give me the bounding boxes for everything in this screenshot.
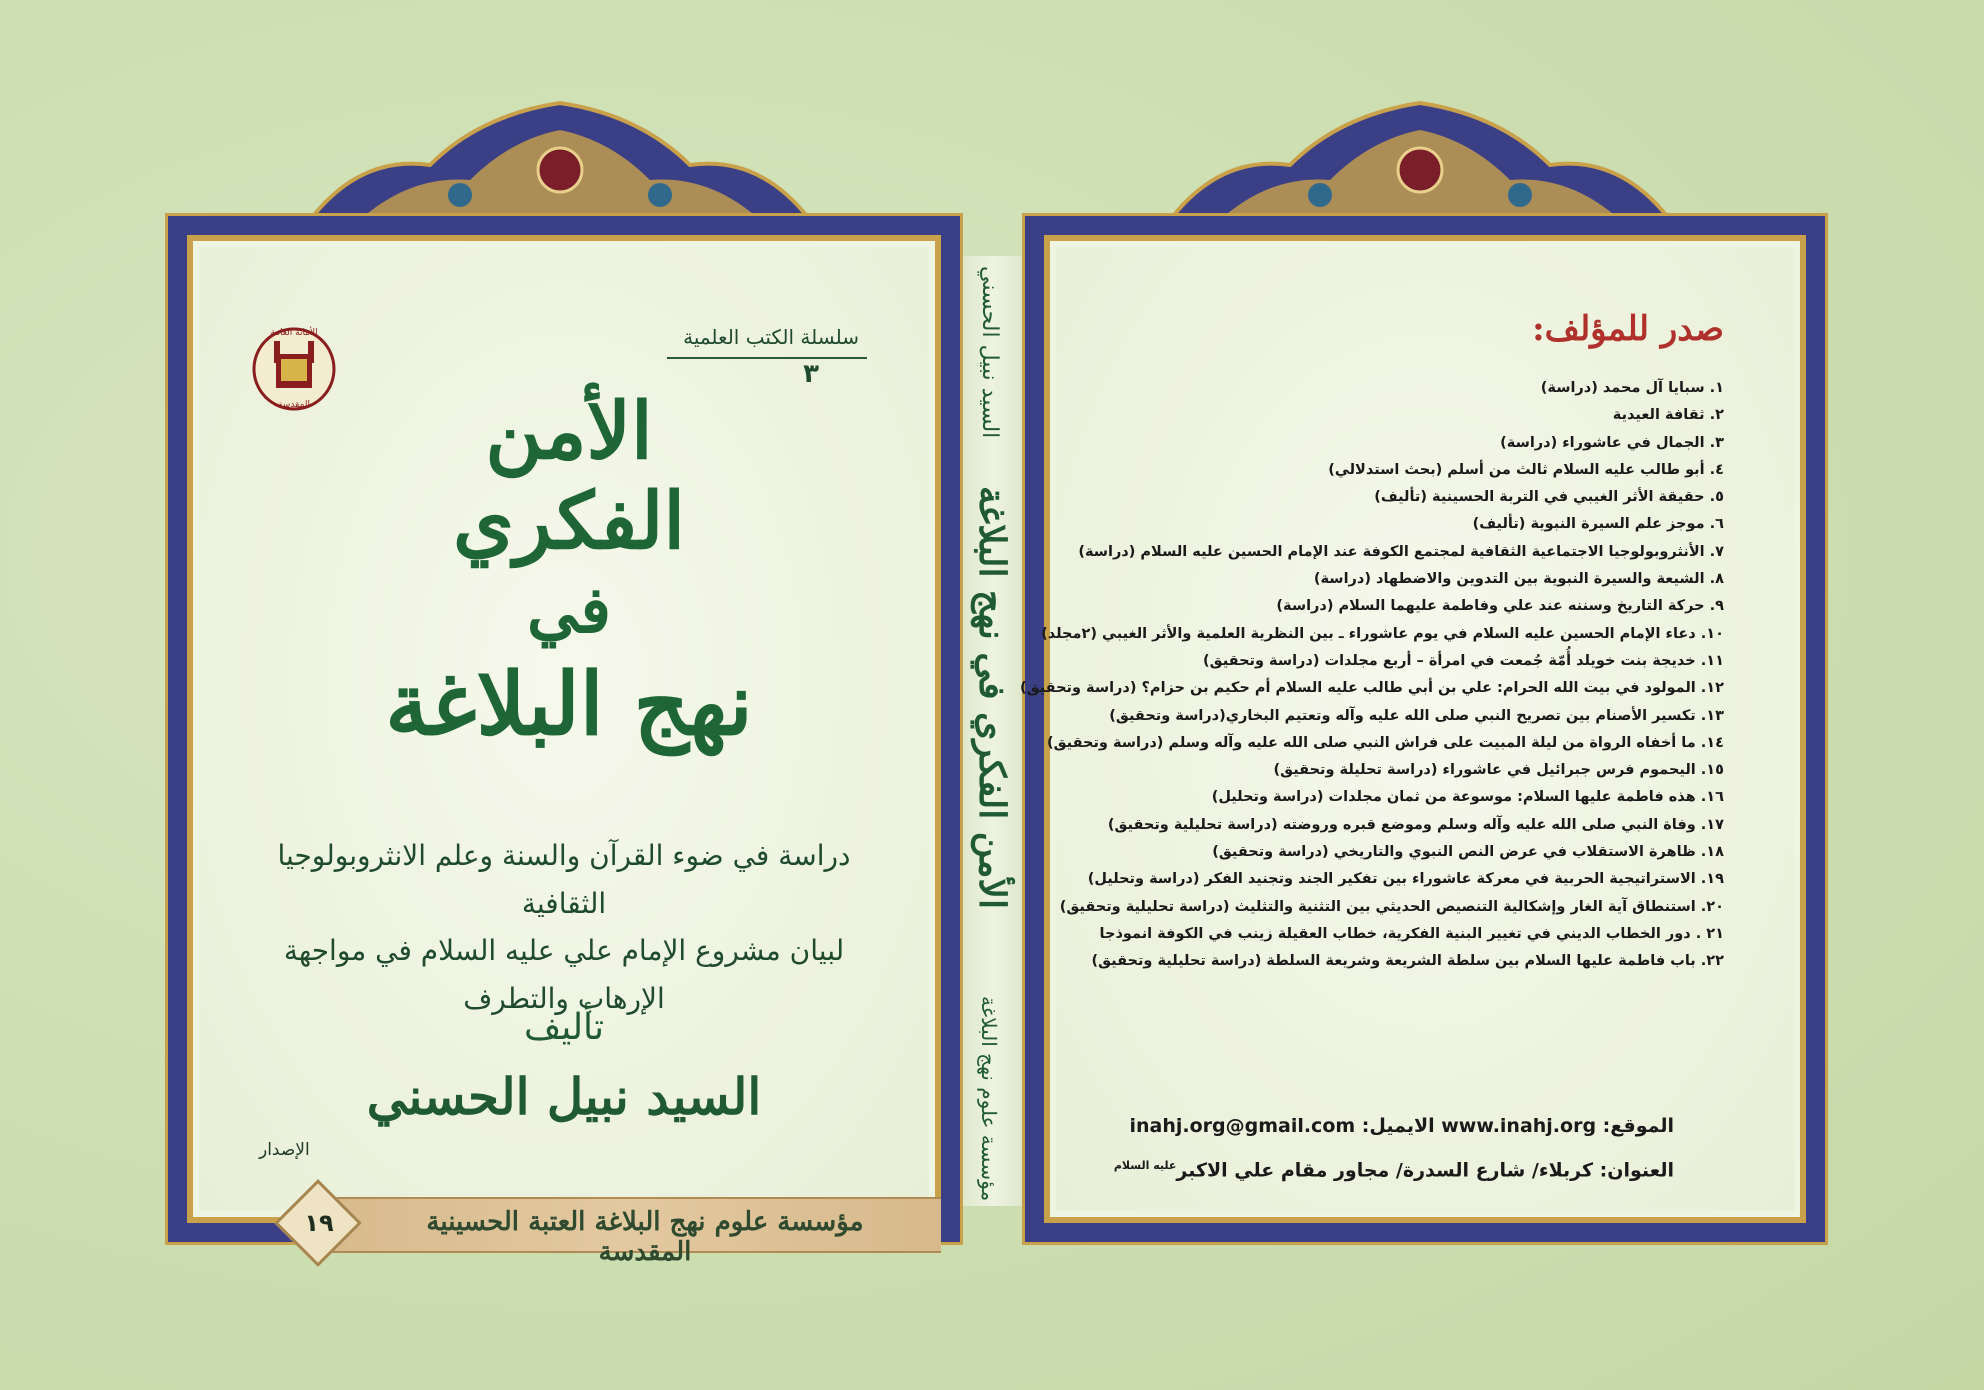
release-label: الإصدار [259,1140,310,1160]
publication-item: ٣. الجمال في عاشوراء (دراسة) [1500,434,1724,451]
spine-title: الأمن الفكري في نهج البلاغة [971,486,1013,909]
title-line-3: نهج البلاغة [385,653,753,755]
series-divider [667,357,867,359]
publication-item: ٥. حقيقة الأثر الغيبي في التربة الحسينية (تأليف) [1374,489,1724,506]
publication-item: ٩. حركة التاريخ وسننه عند علي وفاطمة عليهما السلام (دراسة) [1276,598,1724,615]
publication-item: ١٧. وفاة النبي صلى الله عليه وآله وسلم وموضع قبره وروضته (دراسة تحليلية وتحقيق) [1107,816,1724,833]
publication-item: ١٩. الاستراتيجية الحربية في معركة عاشوراء بين تفكير الجند وتجنيد الفكر (دراسة وتحليل) [1087,871,1724,888]
back-cover-panel [1020,247,1794,1211]
publication-item: ١١. خديجة بنت خويلد أُمّة جُمعت في امرأة – أربع مجلدات (دراسة وتحقيق) [1203,652,1724,669]
subtitle-line-2: لبيان مشروع الإمام علي عليه السلام في مواجهة الإرهاب والتطرف [283,934,845,1015]
contact-address [1114,1159,1674,1181]
ornament-crest-left [300,95,820,220]
publication-item: ١٣. تكسير الأصنام بين تصريح النبي صلى الله عليه وآله وتعتيم البخاري(دراسة وتحقيق) [1109,707,1724,724]
publication-item: ٢. ثقافة العيدية [1612,407,1724,424]
publication-item: ١٦. هذه فاطمة عليها السلام: موسوعة من ثمان مجلدات (دراسة وتحليل) [1211,789,1724,806]
subtitle-line-1: دراسة في ضوء القرآن والسنة وعلم الانثروبولوجيا الثقافية [277,839,851,920]
logo-text-top: الأمانة العامة [270,328,318,338]
publisher-banner-text: مؤسسة علوم نهج البلاغة العتبة الحسينية المقدسة [426,1207,864,1267]
book-title [359,387,779,755]
publication-item: ١٢. المولود في بيت الله الحرام: علي بن أبي طالب عليه السلام أم حكيم بن حزام؟ (دراسة وتحقيق) [1020,680,1724,697]
spine-publisher: مؤسسة علوم نهج البلاغة [977,996,1001,1202]
publisher-banner [309,1197,941,1267]
address-text: العنوان: كربلاء/ شارع السدرة/ مجاور مقام علي الاكبر [1176,1159,1674,1182]
publication-item: ١٤. ما أخفاه الرواة من ليلة المبيت على فراش النبي صلى الله عليه وآله وسلم (دراسة وتحقيق) [1046,734,1724,751]
authored-label: تأليف [523,1007,605,1048]
publications-heading: صدر للمؤلف: [1532,309,1724,349]
ornament-crest-right [1160,95,1680,220]
publication-item: ٢٠. استنطاق آية الغار وإشكالية التنصيص الحديثي بين التثنية والتثليث (دراسة تحليلية وتحقيق) [1059,898,1724,915]
author-name: السيد نبيل الحسني [366,1067,762,1126]
publications-list [1020,375,1724,976]
institution-logo [251,319,337,419]
release-number: ١٩ [304,1209,334,1237]
publication-item: ٦. موجز علم السيرة النبوية (تأليف) [1472,516,1724,533]
back-cover [1022,213,1828,1245]
address-honorific: عليه السلام [1113,1159,1177,1172]
front-cover-panel [199,247,929,1267]
title-line-2: في [527,573,611,649]
publication-item: ٢٢. باب فاطمة عليها السلام بين سلطة الشريعة وشريعة السلطة (دراسة تحليلية وتحقيق) [1091,953,1724,970]
publication-item: ٧. الأنثروبولوجيا الاجتماعية الثقافية لمجتمع الكوفة عند الإمام الحسين عليه السلام (دراسة) [1078,543,1724,560]
series-label: سلسلة الكتب العلمية [683,325,859,349]
front-cover [165,213,963,1267]
publication-item: ١. سبايا آل محمد (دراسة) [1540,380,1724,396]
series-number: ٣ [803,359,819,389]
publication-item: ١٨. ظاهرة الاستقلاب في عرض النص النبوي والتاريخي (دراسة وتحقيق) [1212,844,1724,861]
publication-item: ٤. أبو طالب عليه السلام ثالث من أسلم (بحث استدلالي) [1328,461,1724,478]
title-line-1: الأمن الفكري [452,386,686,567]
contact-website-email: الموقع: www.inahj.org الايميل: inahj.org@gmail.com [1129,1115,1674,1137]
publication-item: ١٥. اليحموم فرس جبرائيل في عاشوراء (دراسة تحليلة وتحقيق) [1273,762,1724,779]
publication-item: ٨. الشيعة والسيرة النبوية بين التدوين والاضطهاد (دراسة) [1313,571,1724,588]
publication-item: ٢١ . دور الخطاب الديني في تغيير البنية الفكرية، خطاب العقيلة زينب في الكوفة انموذجا [1099,925,1724,942]
publication-item: ١٠. دعاء الإمام الحسين عليه السلام في يوم عاشوراء ـ بين النظرية العلمية والأثر الغيبي (٢مجلد) [1041,625,1724,642]
book-subtitle [259,832,869,1022]
spine-author: السيد نبيل الحسني [977,266,1002,439]
book-spine [963,256,1022,1206]
logo-text-bottom: المقدسة [277,400,311,410]
